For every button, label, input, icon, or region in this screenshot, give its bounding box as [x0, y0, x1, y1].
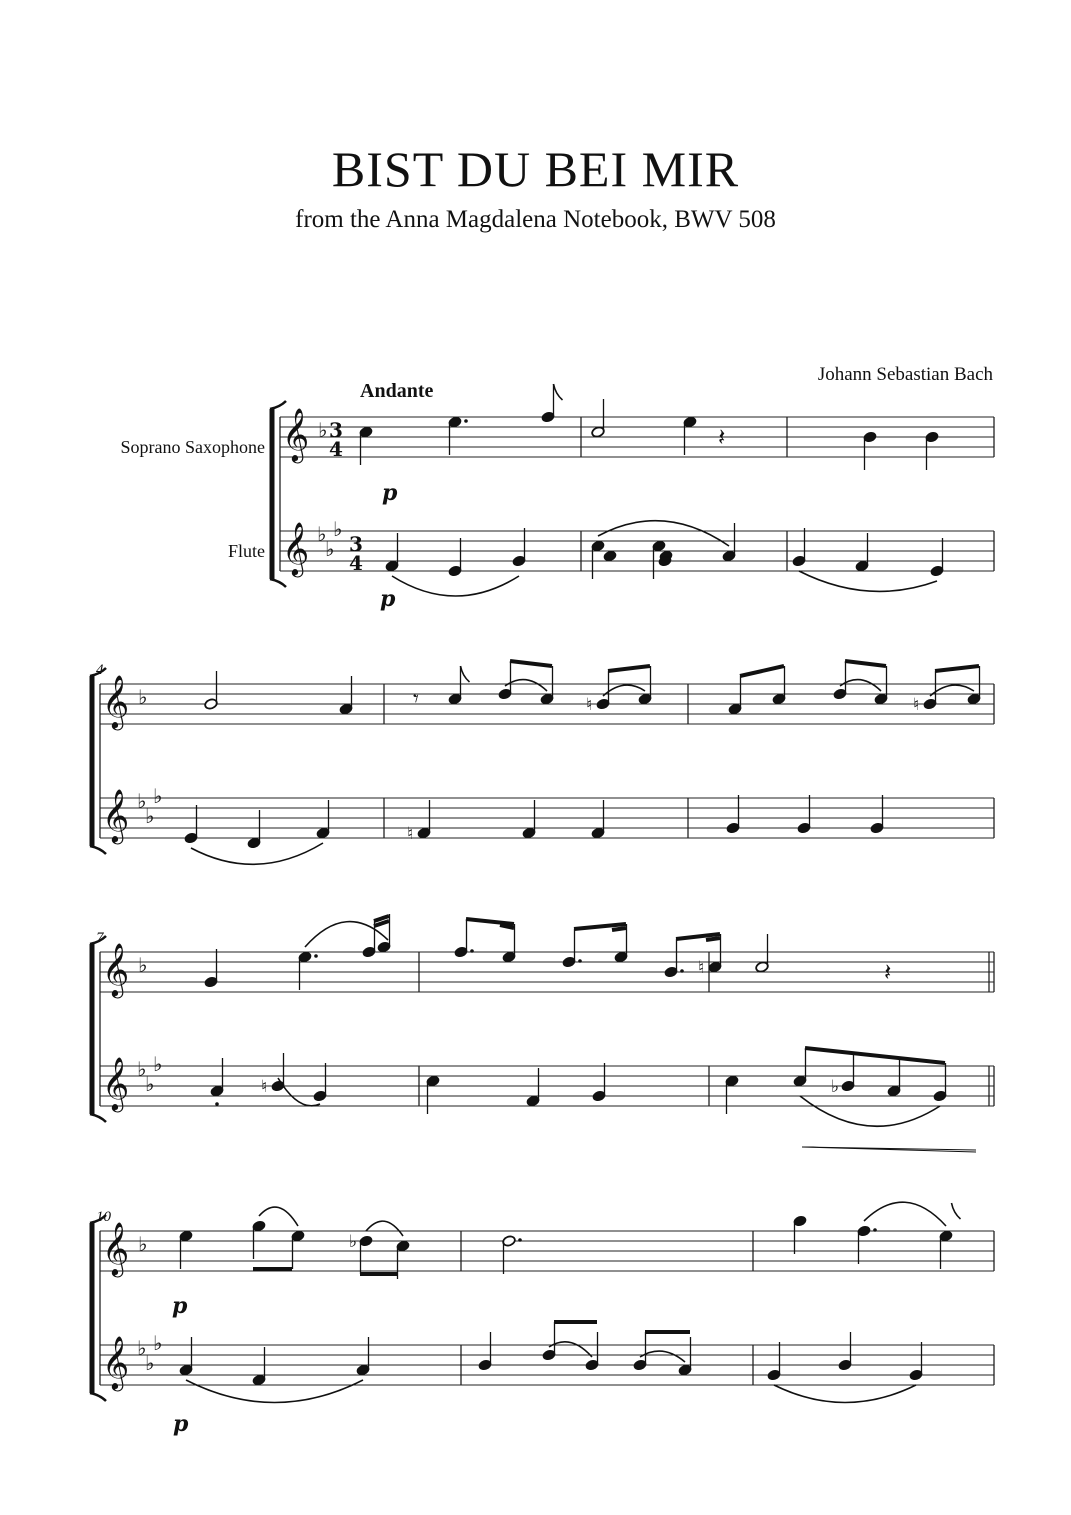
augmentation-dot — [873, 1228, 877, 1232]
augmentation-dot — [578, 959, 582, 963]
dynamic-piano: p — [173, 1411, 189, 1437]
flat-sign-icon: ♭ — [153, 1331, 163, 1355]
augmentation-dot — [680, 969, 684, 973]
flat-sign-icon: ♭ — [138, 953, 148, 977]
natural-sign-icon: ♮ — [586, 695, 593, 715]
flat-sign-icon: ♭ — [145, 1072, 155, 1096]
time-signature-bottom: 4 — [349, 551, 363, 575]
slur — [186, 1380, 363, 1403]
system-bracket — [270, 579, 286, 587]
flat-sign-icon: ♭ — [138, 685, 148, 709]
flat-sign-icon: ♭ — [318, 418, 328, 442]
system-bracket — [90, 846, 106, 854]
note-beam — [706, 938, 720, 940]
time-signature-top: 3 — [349, 532, 363, 556]
note-flag — [554, 384, 563, 400]
measure-number: 7 — [96, 930, 104, 946]
augmentation-dot — [518, 1238, 522, 1242]
treble-clef-icon: 𝄞 — [102, 1335, 130, 1389]
staccato-dot — [215, 1102, 219, 1106]
slur — [840, 680, 881, 691]
note-beam — [935, 666, 979, 671]
note-beam — [510, 661, 552, 666]
flat-sign-icon: ♭ — [137, 1057, 147, 1081]
instrument-label-soprano-saxophone: Soprano Saxophone — [120, 437, 265, 457]
natural-sign-icon: ♮ — [698, 958, 705, 978]
flat-sign-icon: ♭ — [137, 1336, 147, 1360]
score-title: BIST DU BEI MIR — [331, 141, 740, 197]
flat-sign-icon: ♭ — [138, 1232, 148, 1256]
slur — [864, 1202, 946, 1226]
natural-sign-icon: ♮ — [913, 695, 920, 715]
measure-number: 10 — [96, 1209, 111, 1225]
slur — [366, 1221, 403, 1236]
flat-sign-icon: ♭ — [831, 1077, 840, 1097]
score-subtitle: from the Anna Magdalena Notebook, BWV 508 — [295, 206, 776, 233]
note-flag — [461, 666, 470, 682]
flat-sign-icon: ♭ — [317, 522, 327, 546]
natural-sign-icon: ♮ — [407, 824, 414, 844]
note-beam — [805, 1048, 945, 1063]
slur — [799, 571, 937, 591]
treble-clef-icon: 𝄞 — [102, 942, 130, 996]
dynamic-piano: p — [172, 1293, 188, 1319]
dynamic-piano: p — [380, 586, 396, 612]
augmentation-dot — [314, 954, 318, 958]
flat-sign-icon: ♭ — [325, 537, 335, 561]
note-flag — [952, 1203, 961, 1219]
quarter-rest-icon: 𝄽 — [718, 423, 726, 451]
system-bracket — [90, 1393, 106, 1401]
slur — [259, 1207, 298, 1226]
instrument-label-flute: Flute — [227, 541, 265, 561]
treble-clef-icon: 𝄞 — [102, 1056, 130, 1110]
treble-clef-icon: 𝄞 — [102, 788, 130, 842]
eighth-rest-icon: 𝄾 — [413, 687, 419, 712]
decrescendo-hairpin — [802, 1147, 976, 1152]
flat-sign-icon: ♭ — [145, 804, 155, 828]
flat-sign-icon: ♭ — [349, 1232, 358, 1252]
time-signature-bottom: 4 — [329, 437, 343, 461]
flat-sign-icon: ♭ — [145, 1351, 155, 1375]
dynamic-piano: p — [382, 480, 398, 506]
note-beam — [612, 928, 626, 930]
augmentation-dot — [470, 949, 474, 953]
note-head — [603, 550, 617, 562]
flat-sign-icon: ♭ — [153, 784, 163, 808]
time-signature-top: 3 — [329, 418, 343, 442]
slur — [392, 576, 519, 596]
note-beam — [845, 661, 886, 666]
composer: Johann Sebastian Bach — [817, 364, 993, 385]
system-bracket — [90, 1114, 106, 1122]
note-beam — [466, 919, 514, 924]
treble-clef-icon: 𝄞 — [282, 521, 310, 575]
flat-sign-icon: ♭ — [153, 1052, 163, 1076]
measure-number: 4 — [96, 662, 104, 678]
augmentation-dot — [464, 419, 468, 423]
treble-clef-icon: 𝄞 — [102, 674, 130, 728]
slur — [640, 1351, 685, 1362]
quarter-rest-icon: 𝄽 — [884, 958, 892, 986]
note-beam — [608, 666, 650, 671]
tempo-marking: Andante — [360, 380, 434, 402]
treble-clef-icon: 𝄞 — [282, 407, 310, 461]
natural-sign-icon: ♮ — [261, 1077, 268, 1097]
note-beam — [740, 666, 784, 676]
flat-sign-icon: ♭ — [333, 517, 343, 541]
treble-clef-icon: 𝄞 — [102, 1221, 130, 1275]
slur — [505, 680, 547, 691]
slur — [278, 1078, 320, 1106]
slur — [800, 1096, 940, 1126]
flat-sign-icon: ♭ — [137, 789, 147, 813]
slur — [774, 1385, 916, 1403]
